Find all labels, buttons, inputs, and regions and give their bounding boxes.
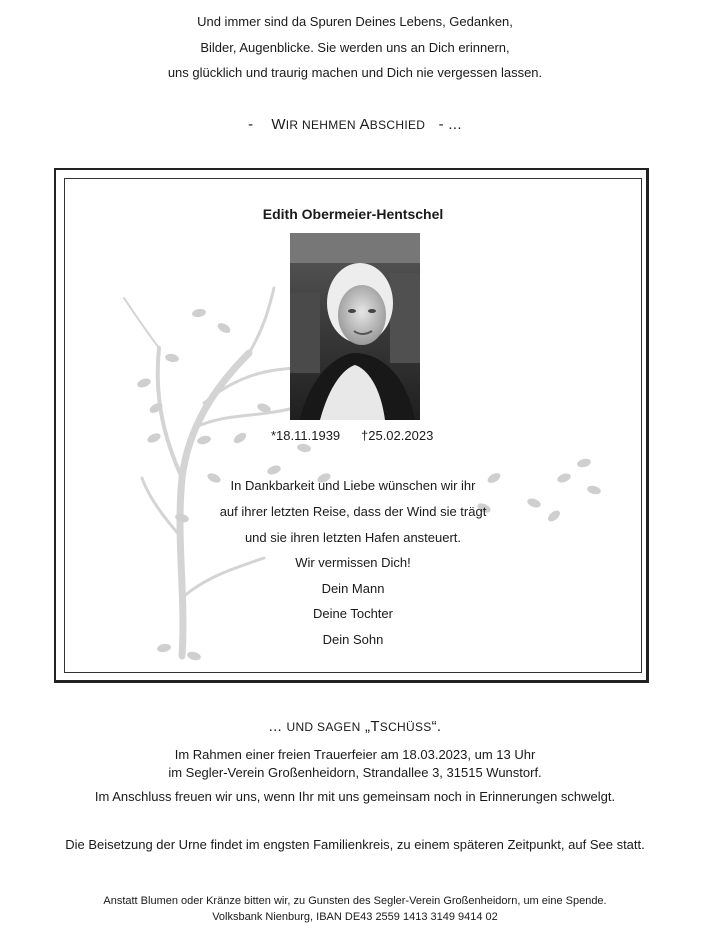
ceremony-date: Im Rahmen einer freien Trauerfeier am 18.03.2023, um 13 Uhr [174,747,536,762]
signature-son: Dein Sohn [322,632,384,647]
signature-daughter: Deine Tochter [313,606,393,621]
intro-line-1: Und immer sind da Spuren Deines Lebens, Gedanken, [197,14,513,29]
heading-goodbye [0,718,710,735]
heading-dash-right: - ... [438,116,462,133]
deceased-name: Edith Obermeier-Hentschel [262,206,444,222]
message-line: Wir vermissen Dich! [295,555,411,570]
life-dates [64,428,642,446]
heading-goodbye-initial: T [370,718,380,735]
heading-farewell [0,116,710,133]
death-date: †25.02.2023 [361,428,434,443]
intro-line-3: uns glücklich und traurig machen und Dich nie vergessen lassen. [167,65,543,80]
message-line: auf ihrer letzten Reise, dass der Wind sie trägt [219,504,487,519]
message-line: und sie ihren letzten Hafen ansteuert. [244,530,462,545]
quote-open: „ [360,718,371,735]
heading-dash-left: - [248,116,254,133]
heading-word-1: WIR NEHMEN [271,116,356,133]
intro-line-2: Bilder, Augenblicke. Sie werden uns an Dich erinnern, [200,40,510,55]
message-line: In Dankbarkeit und Liebe wünschen wir ihr [230,478,476,493]
heading-goodbye-rest: SCHÜSS [379,720,432,734]
quote-close: “. [431,718,442,735]
heading-goodbye-prefix: ... [268,718,287,735]
ceremony-location: im Segler-Verein Großenheidorn, Strandallee 3, 31515 Wunstorf. [168,765,542,780]
portrait-photo [290,233,420,420]
gathering-note: Im Anschluss freuen wir uns, wenn Ihr mit uns gemeinsam noch in Erinnerungen schwelgt. [94,789,616,804]
heading-goodbye-words: UND SAGEN [286,720,361,734]
heading-word-2: ABSCHIED [359,116,426,133]
signature-husband: Dein Mann [321,581,385,596]
birth-date: *18.11.1939 [271,428,341,443]
donation-request: Anstatt Blumen oder Kränze bitten wir, zu Gunsten des Segler-Verein Großenheidorn, um eine Spende. [103,895,607,907]
bank-details: Volksbank Nienburg, IBAN DE43 2559 1413 3149 9414 02 [212,911,498,923]
burial-note: Die Beisetzung der Urne findet im engsten Familienkreis, zu einem späteren Zeitpunkt, auf See statt. [65,837,645,852]
